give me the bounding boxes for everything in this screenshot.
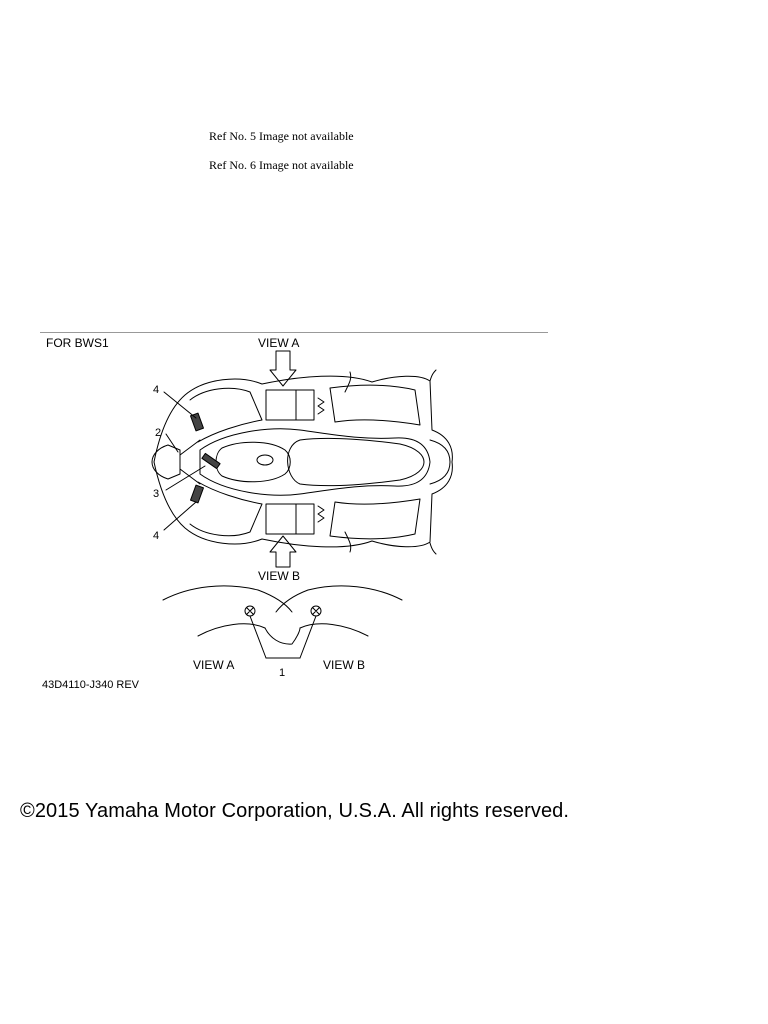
model-label: FOR BWS1 — [46, 336, 109, 350]
ref-note-5: Ref No. 5 Image not available — [209, 129, 354, 143]
detail-sketch — [163, 586, 402, 658]
view-b-arrow — [270, 536, 296, 567]
callout-4-top: 4 — [153, 384, 160, 396]
callout-1: 1 — [279, 667, 286, 679]
decal-marks — [191, 413, 221, 503]
ref-note-6: Ref No. 6 Image not available — [209, 158, 354, 172]
part-code: 43D4110-J340 REV — [42, 679, 140, 691]
callout-3: 3 — [153, 488, 160, 500]
view-a-arrow — [270, 351, 296, 386]
callout-2: 2 — [155, 427, 162, 439]
detail-view-b-label: VIEW B — [323, 658, 366, 672]
atv-body — [152, 370, 452, 554]
view-b-label: VIEW B — [258, 569, 301, 583]
detail-view-a-label: VIEW A — [193, 658, 235, 672]
copyright-notice: ©2015 Yamaha Motor Corporation, U.S.A. All rights reserved. — [20, 800, 570, 822]
callout-4-bottom: 4 — [153, 530, 160, 542]
view-a-label: VIEW A — [258, 336, 300, 350]
